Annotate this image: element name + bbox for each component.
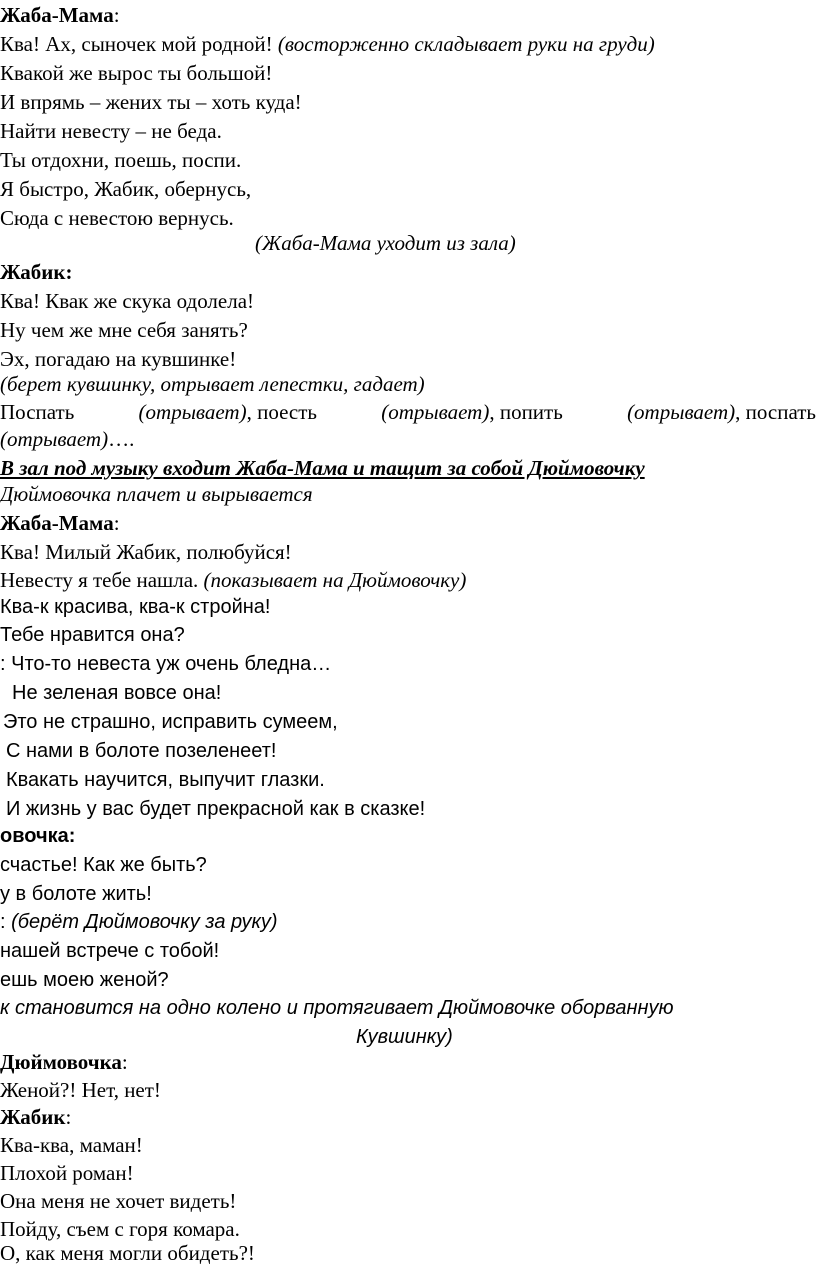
speaker-name: Жабик: (0, 260, 73, 284)
stage-direction: (отрывает) (0, 427, 109, 451)
dialogue-line: О, как меня могли обидеть?! (0, 1241, 255, 1265)
dialogue-line: Ну чем же мне себя занять? (0, 318, 248, 342)
stage-direction: Кувшинку) (356, 1026, 453, 1048)
dialogue-line: Квакой же вырос ты большой! (0, 61, 273, 85)
speaker-line: Жаба-Мама: (0, 511, 120, 535)
dialogue-line: Невесту я тебе нашла. (показывает на Дюймовочку) (0, 568, 467, 592)
stage-direction: (отрывает) (138, 400, 247, 424)
dialogue-line: Ква! Квак же скука одолела! (0, 289, 255, 313)
stage-direction: (восторженно складывает руки на груди) (277, 32, 655, 56)
dialogue-line: Ква! Ах, сыночек мой родной! (восторженно складывает руки на груди) (0, 32, 655, 56)
stage-direction: (отрывает) (627, 400, 736, 424)
speaker-name: Дюймовочка (0, 1050, 122, 1074)
speaker-line: Жабик: (0, 1105, 72, 1129)
dialogue-line: нашей встрече с тобой! (0, 940, 220, 962)
dialogue-line: Сюда с невестою вернусь. (0, 206, 234, 230)
stage-direction: (берет кувшинку, отрывает лепестки, гадает) (0, 372, 425, 396)
dialogue-line: Ква-ква, маман! (0, 1133, 143, 1157)
dialogue-line: Эх, погадаю на кувшинке! (0, 347, 237, 371)
dialogue-line: Ты отдохни, поешь, поспи. (0, 148, 242, 172)
speaker-name: Жаба-Мама (0, 3, 114, 27)
dialogue-line: Ква! Милый Жабик, полюбуйся! (0, 540, 292, 564)
dialogue-line: С нами в болоте позеленеет! (6, 740, 277, 762)
dialogue-line: Это не страшно, исправить сумеем, (3, 711, 338, 733)
dialogue-line-justified: Поспать (отрывает), поесть (отрывает), попить (отрывает), поспать (0, 400, 816, 424)
dialogue-line: ешь моею женой? (0, 969, 169, 991)
dialogue-line: Найти невесту – не беда. (0, 119, 222, 143)
dialogue-line: у в болоте жить! (0, 883, 152, 905)
stage-direction: (Жаба-Мама уходит из зала) (255, 231, 516, 255)
stage-direction: к становится на одно колено и протягивает Дюймовочке оборванную (0, 997, 674, 1019)
speaker-name: Жаба-Мама (0, 511, 114, 535)
dialogue-line: Плохой роман! (0, 1161, 134, 1185)
dialogue-line: счастье! Как же быть? (0, 854, 207, 876)
dialogue-line: Ква-к красива, ква-к стройна! (0, 596, 271, 618)
speaker-name: Жабик (0, 1105, 66, 1129)
dialogue-line: И впрямь – жених ты – хоть куда! (0, 90, 302, 114)
dialogue-line: : (берёт Дюймовочку за руку) (0, 911, 278, 933)
dialogue-line: И жизнь у вас будет прекрасной как в сказке! (6, 798, 426, 820)
stage-direction: Дюймовочка плачет и вырывается (0, 482, 313, 506)
dialogue-line: (отрывает)…. (0, 427, 135, 451)
dialogue-line: Квакать научится, выпучит глазки. (6, 769, 325, 791)
dialogue-line: Тебе нравится она? (0, 624, 185, 646)
stage-direction: (отрывает) (381, 400, 490, 424)
dialogue-line: Женой?! Нет, нет! (0, 1078, 161, 1102)
dialogue-line: Не зеленая вовсе она! (12, 682, 222, 704)
scene-heading: В зал под музыку входит Жаба-Мама и тащит за собой Дюймовочку (0, 456, 645, 480)
dialogue-line: Я быстро, Жабик, обернусь, (0, 177, 252, 201)
stage-direction: (берёт Дюймовочку за руку) (11, 911, 278, 933)
speaker-line: Жаба-Мама: (0, 3, 120, 27)
dialogue-line: Она меня не хочет видеть! (0, 1189, 237, 1213)
dialogue-line: : Что-то невеста уж очень бледна… (0, 653, 332, 675)
stage-direction: (показывает на Дюймовочку) (203, 568, 467, 592)
dialogue-line: Пойду, съем с горя комара. (0, 1217, 240, 1241)
speaker-line: Дюймовочка: (0, 1050, 128, 1074)
speaker-name: овочка: (0, 825, 76, 847)
